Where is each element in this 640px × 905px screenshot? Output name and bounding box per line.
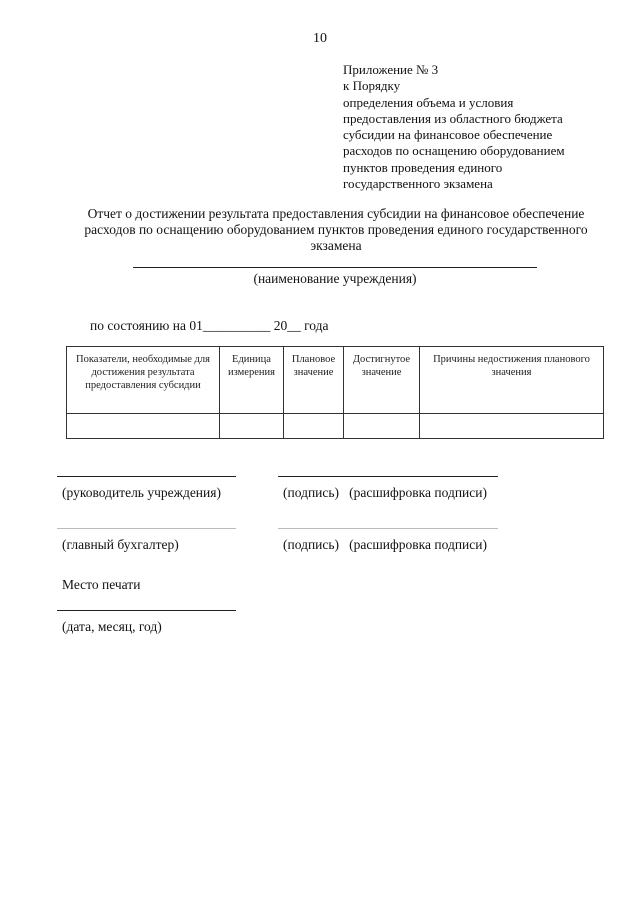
date-caption: (дата, месяц, год) xyxy=(62,619,162,634)
institution-name-line xyxy=(133,267,537,268)
appendix-line: расходов по оснащению оборудованием xyxy=(343,143,565,159)
table-cell xyxy=(67,414,220,439)
appendix-line: субсидии на финансовое обеспечение xyxy=(343,127,553,143)
header-reasons: Причины недостижения планового значения xyxy=(420,347,604,414)
header-indicators: Показатели, необходимые для достижения результата предоставления субсидии xyxy=(67,347,220,414)
page-number: 10 xyxy=(313,31,327,46)
report-title xyxy=(0,206,640,254)
appendix-line: определения объема и условия xyxy=(343,94,514,110)
title-line: Отчет о достижении результата предоставления субсидии на финансовое обеспечение xyxy=(87,206,585,221)
table-cell xyxy=(344,414,420,439)
head-caption: (руководитель учреждения) xyxy=(62,485,221,500)
report-date-line: по состоянию на 01__________ 20__ года xyxy=(90,318,329,333)
institution-name-caption: (наименование учреждения) xyxy=(253,271,417,286)
accountant-signature-line xyxy=(57,528,236,529)
appendix-line: Приложение № 3 xyxy=(343,62,439,77)
appendix-line: предоставления из областного бюджета xyxy=(343,110,563,126)
appendix-line: к Порядку xyxy=(343,78,401,94)
accountant-caption: (главный бухгалтер) xyxy=(62,537,179,552)
table-cell xyxy=(284,414,344,439)
report-table xyxy=(66,346,604,439)
date-line xyxy=(57,610,236,611)
stamp-label: Место печати xyxy=(62,577,141,592)
table-cell xyxy=(420,414,604,439)
table-cell xyxy=(220,414,284,439)
header-achieved: Достигнутое значение xyxy=(344,347,420,414)
table-header-row xyxy=(67,347,604,414)
title-line: экзамена xyxy=(310,238,362,253)
appendix-note xyxy=(343,62,565,192)
title-line: расходов по оснащению оборудованием пунктов проведения единого государственного xyxy=(84,222,588,237)
table-row xyxy=(67,414,604,439)
appendix-line: пунктов проведения единого xyxy=(343,159,503,175)
header-planned: Плановое значение xyxy=(284,347,344,414)
head-signature-line xyxy=(57,476,236,477)
head-sign-decode-line xyxy=(278,476,498,477)
appendix-line: государственного экзамена xyxy=(343,176,493,192)
accountant-sign-caption: (подпись) (расшифровка подписи) xyxy=(283,537,487,552)
header-unit: Единица измерения xyxy=(220,347,284,414)
accountant-sign-decode-line xyxy=(278,528,498,529)
head-sign-caption: (подпись) (расшифровка подписи) xyxy=(283,485,487,500)
